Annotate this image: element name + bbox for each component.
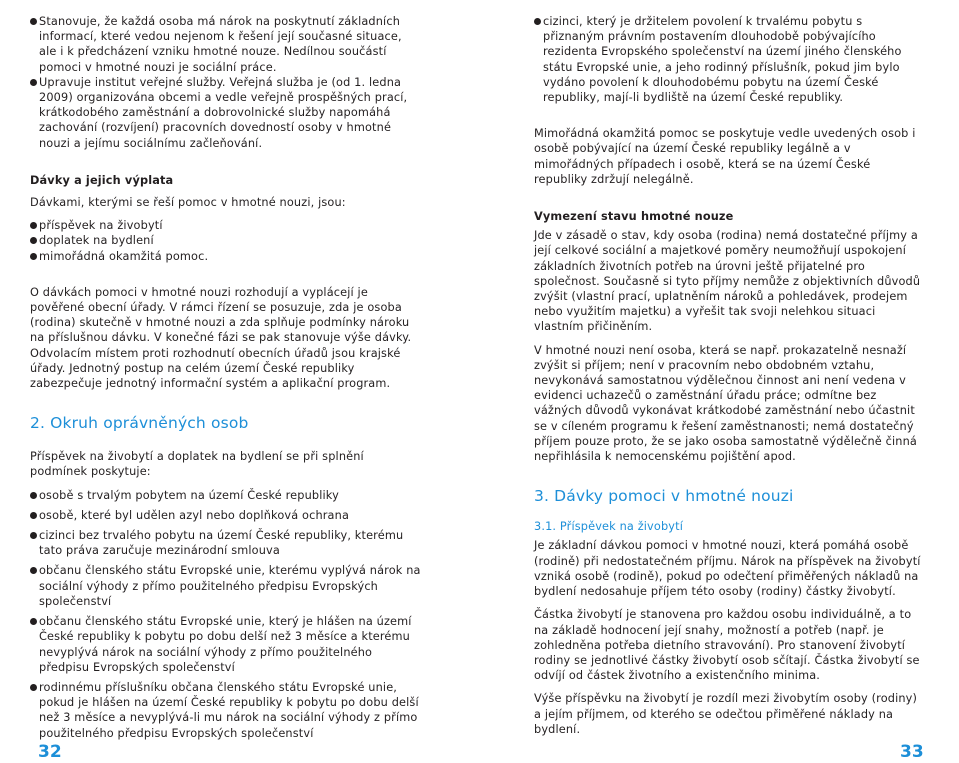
bullet-icon — [30, 253, 37, 260]
vymezeni-paragraph-1: Jde v zásadě o stav, kdy osoba (rodina) nemá dostatečné příjmy a její celkové sociální a majetkové poměry neumožňují uspokojení základních životních potřeb na úrovni ještě přijatelné pro společnost. Současně si tyto příjmy nemůže z objektivních důvodů zvýšit (vlastní prací, uplatněním nároků a pohledávek, prodejem nebo využitím majetku) a vyřešit tak svoji nelehkou situaci vlastním přičiněním. — [534, 229, 921, 334]
bullet-icon — [30, 532, 37, 539]
bullet-icon — [30, 618, 37, 625]
davky-heading: Dávky a jejich výplata — [30, 173, 174, 187]
section-3-1-paragraph-3: Výše příspěvku na živobytí je rozdíl mezi živobytím osoby (rodiny) a jejím příjmem, od kterého se odečtou přiměřené náklady na bydlení. — [534, 692, 918, 736]
list-item: mimořádná okamžitá pomoc. — [30, 249, 422, 264]
list-item: občanu členského státu Evropské unie, který je hlášen na území České republiky k pobytu po dobu delší než 3 měsíce a kterému nevyplývá nárok na sociální výhody z přímo použitelného předpisu Evropských společenství — [30, 614, 422, 675]
section-2-heading: 2. Okruh oprávněných osob — [30, 414, 249, 433]
bullet-icon — [30, 684, 37, 691]
vymezeni-paragraph-2: V hmotné nouzi není osoba, která se např. prokazatelně nesnaží zvýšit si příjem; není v pracovním nebo obdobném vztahu, nevykonává samostatnou výdělečnou činnost ani není vedena v evidenci uchazečů o zaměstnání úřadu práce; odmítne bez vážných důvodů vykonávat krátkodobé zaměstnání nebo účastnit se v cíleném programu k řešení zaměstnanosti; nemá dostatečný příjem pouze proto, že se jako osoba samostatně výdělečně činná nepřihlásila k nemocenskému pojištění apod. — [534, 343, 917, 464]
bullet-icon — [30, 237, 37, 244]
intro-bullet-a — [30, 14, 422, 75]
page-number-right: 33 — [900, 742, 924, 762]
bullet-icon — [30, 492, 37, 499]
section-3-heading: 3. Dávky pomoci v hmotné nouzi — [534, 487, 794, 506]
section-3-1-heading: 3.1. Příspěvek na živobytí — [534, 520, 683, 534]
mop-paragraph: Mimořádná okamžitá pomoc se poskytuje vedle uvedených osob i osobě pobývající na území České republiky legálně a v mimořádných případech i osobě, která se na území České republiky zdržují nelegálně. — [534, 127, 916, 186]
left-page-column — [30, 14, 422, 741]
section-2-list — [30, 488, 422, 741]
davky-intro: Dávkami, kterými se řeší pomoc v hmotné nouzi, jsou: — [30, 196, 346, 210]
list-item: doplatek na bydlení — [30, 233, 422, 248]
list-item: rodinnému příslušníku občana členského státu Evropské unie, pokud je hlášen na území České republiky k pobytu po dobu delší než 3 měsíce a nevyplývá-li mu nárok na sociální výhody z přímo použitelného předpisu Evropských společenství — [30, 680, 422, 741]
bullet-icon — [534, 18, 541, 25]
top-bullet — [534, 14, 924, 105]
list-item: občanu členského státu Evropské unie, kterému vyplývá nárok na sociální výhody z přímo použitelného předpisu Evropských společenství — [30, 563, 422, 609]
intro-bullet-b — [30, 75, 422, 151]
bullet-text: Stanovuje, že každá osoba má nárok na poskytnutí základních informací, které vedou nejenom k řešení její současné situace, ale i k předcházení vzniku hmotné nouze. Nedílnou součástí pomoci v hmotné nouzi je sociální práce. — [39, 15, 402, 74]
list-item: osobě, které byl udělen azyl nebo doplňková ochrana — [30, 508, 422, 523]
vymezeni-heading: Vymezení stavu hmotné nouze — [534, 210, 734, 224]
bullet-text: Veřejná služba je (od 1. ledna 2009) organizována obcemi a vedle veřejně prospěšných prací, krátkodobého zaměstnání a dobrovolnické služby napomáhá zachování (rozvíjení) pracovních dovedností osoby v hmotné nouzi a jejímu sociálnímu začleňování. — [39, 75, 408, 150]
list-item: cizinci bez trvalého pobytu na území České republiky, kterému tato práva zaručuje mezinárodní smlouva — [30, 528, 422, 558]
bullet-icon — [30, 18, 37, 25]
section-3-1-paragraph-2: Částka živobytí je stanovena pro každou osobu individuálně, a to na základě hodnocení její snahy, možností a potřeb (např. je zohledněna potřeba dietního stravování). Pro stanovení živobytí rodiny se jednotlivé částky živobytí osob sčítají. Částka živobytí se odvíjí od částek životního a existenčního minima. — [534, 608, 920, 683]
bullet-lead: Upravuje institut veřejné služby. — [39, 75, 226, 89]
section-2-intro: Příspěvek na živobytí a doplatek na bydlení se při splnění podmínek poskytuje: — [30, 450, 364, 479]
right-page-column — [534, 14, 924, 737]
bullet-icon — [30, 79, 37, 86]
bullet-icon — [30, 222, 37, 229]
bullet-icon — [30, 567, 37, 574]
bullet-icon — [30, 512, 37, 519]
list-item: příspěvek na živobytí — [30, 218, 422, 233]
page-number-left: 32 — [38, 742, 62, 762]
section-3-1-paragraph-1: Je základní dávkou pomoci v hmotné nouzi, která pomáhá osobě (rodině) při nedostatečném příjmu. Nárok na příspěvek na živobytí vzniká osobě (rodině), pokud po odečtení přiměřených nákladů na bydlení nedosahuje příjem této osoby (rodiny) částky živobytí. — [534, 539, 921, 599]
davky-paragraph: O dávkách pomoci v hmotné nouzi rozhodují a vyplácejí je pověřené obecní úřady. V rámci řízení se posuzuje, zda je osoba (rodina) skutečně v hmotné nouzi a zda splňuje podmínky nároku na příslušnou dávku. V konečné fázi se pak stanovuje výše dávky. Odvolacím místem proti rozhodnutí obecních úřadů jsou krajské úřady. Jednotný postup na celém území České republiky zabezpečuje jednotný informační systém a aplikační program. — [30, 285, 412, 391]
davky-list — [30, 218, 422, 264]
bullet-text: cizinci, který je držitelem povolení k trvalému pobytu s přiznaným právním postavením dlouhodobě pobývajícího rezidenta Evropského společenství na území jiného členského státu Evropské unie, a jeho rodinný příslušník, pokud jim bylo vydáno povolení k dlouhodobému pobytu na území České republiky, mají-li bydliště na území České republiky. — [543, 15, 902, 105]
list-item: osobě s trvalým pobytem na území České republiky — [30, 488, 422, 503]
